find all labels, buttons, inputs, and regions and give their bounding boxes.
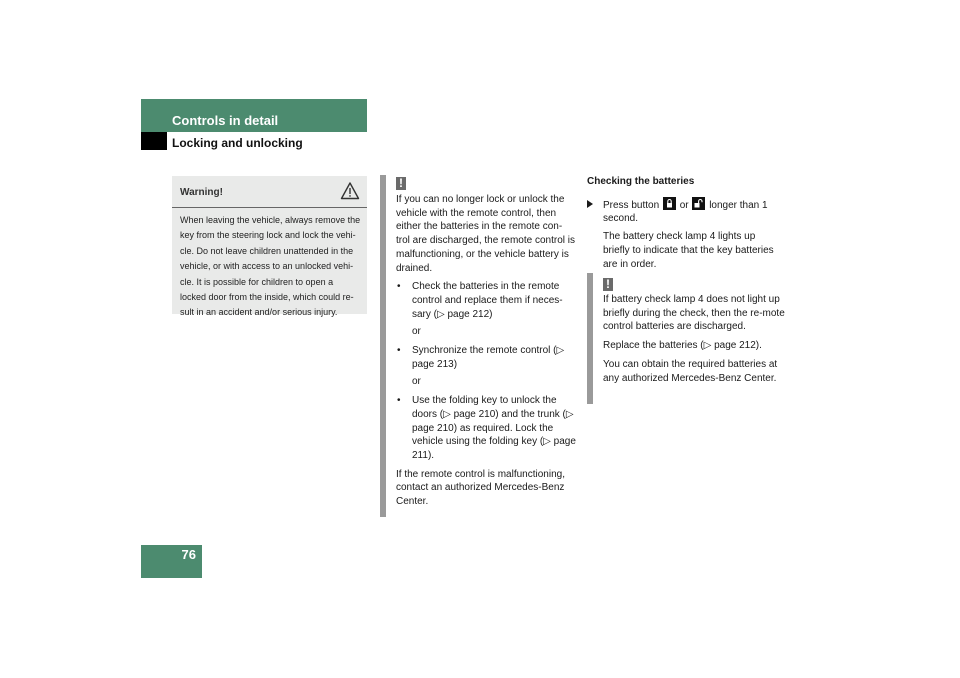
note-paragraph: Replace the batteries (▷ page 212). [603, 340, 762, 352]
list-item: • Synchronize the remote control (▷ page 213) [397, 345, 565, 370]
note-battery-lamp [603, 293, 786, 385]
step-result: The battery check lamp 4 lights up briefly to indicate that the key batteries are in order. [603, 231, 774, 270]
list-item: • Use the folding key to unlock the doors (▷ page 210) and the trunk (▷ page 210) as required. Lock the vehicle using the folding key (▷ page 211). [397, 395, 576, 461]
bullet-icon: • [397, 345, 401, 357]
unlock-button-icon [692, 197, 705, 210]
step-arrow-icon [587, 200, 593, 208]
warning-line: sult in an accident and/or serious injury. [180, 307, 338, 318]
warning-triangle-icon [340, 181, 360, 201]
note-intro: If you can no longer lock or unlock the vehicle with the remote control, then either the batteries in the remote con-trol are discharged, the remote control is malfunctioning, or the vehicle battery is drained. [396, 194, 575, 274]
note-bar [587, 273, 593, 404]
warning-line: locked door from the inside, which could re- [180, 292, 354, 303]
list-item: • Check the batteries in the remote control and replace them if neces-sary (▷ page 212) [397, 281, 563, 320]
or-text: or [412, 376, 421, 388]
page-subtitle: Locking and unlocking [172, 136, 303, 150]
section-marker [141, 132, 167, 150]
note-marker-icon: ! [396, 177, 406, 190]
lock-button-icon [663, 197, 676, 210]
warning-line: When leaving the vehicle, always remove the [180, 215, 361, 225]
warning-line: cle. Do not leave children unattended in the [180, 245, 354, 256]
note-closing: If the remote control is malfunctioning, contact an authorized Mercedes-Benz Center. [396, 468, 565, 508]
bullet-icon: • [397, 281, 401, 293]
warning-title: Warning! [180, 187, 223, 198]
warning-text [180, 213, 363, 321]
note-bar [380, 175, 386, 517]
instruction-step: Press button or longer than 1 second. [587, 197, 782, 226]
section-title: Controls in detail [172, 113, 279, 128]
bullet-icon: • [397, 395, 401, 407]
section-heading: Checking the batteries [587, 176, 695, 187]
warning-line: key from the steering lock and lock the vehi- [180, 230, 356, 241]
or-text: or [412, 326, 421, 338]
note-paragraph: You can obtain the required batteries at any authorized Mercedes-Benz Center. [603, 358, 778, 384]
warning-divider [172, 207, 367, 208]
warning-line: cle. It is possible for children to open a [180, 276, 334, 287]
page-number: 76 [181, 547, 196, 562]
checking-batteries-section [587, 175, 782, 271]
warning-line: vehicle, or with access to an unlocked vehi- [180, 261, 354, 272]
note-remote-control [396, 193, 576, 509]
note-paragraph: If battery check lamp 4 does not light up briefly during the check, then the re-mote control batteries are discharged. [603, 294, 785, 333]
note-marker-icon: ! [603, 278, 613, 291]
